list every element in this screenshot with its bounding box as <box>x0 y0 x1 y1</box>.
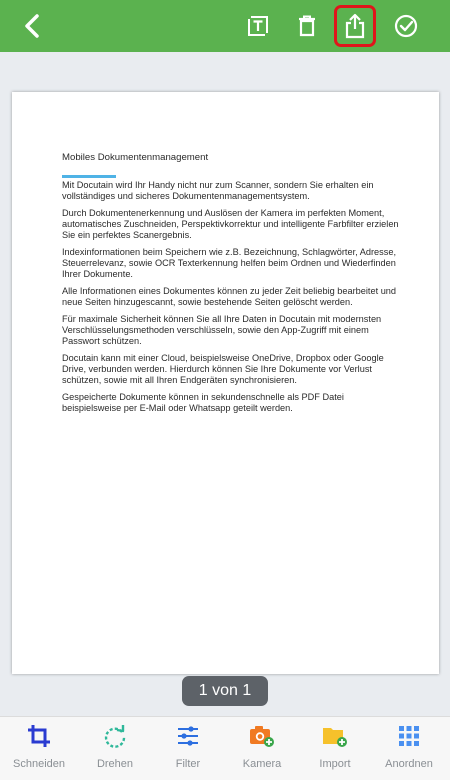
document-paragraph: Für maximale Sicherheit können Sie all Ihre Daten in Docutain mit modernsten Verschlüsselungsmethoden verschlüsseln, sowie den App-Zugriff mit einem Passwort schützen. <box>62 314 382 346</box>
document-paragraph: Mit Docutain wird Ihr Handy nicht nur zum Scanner, sondern Sie erhalten ein vollständiges und sicheres Dokumentenmanagementsystem. <box>62 180 374 201</box>
arrange-tool-button[interactable] <box>372 723 446 779</box>
camera-tool-button[interactable] <box>225 723 299 779</box>
checkmark-circle-icon <box>394 14 418 38</box>
import-tool-button[interactable] <box>298 723 372 779</box>
share-icon <box>344 13 366 39</box>
tool-label: Drehen <box>96 758 134 770</box>
crop-icon <box>26 723 52 749</box>
bottom-toolbar <box>0 716 450 780</box>
confirm-button[interactable] <box>386 6 426 46</box>
document-title: Mobiles Dokumentenmanagement <box>62 152 209 163</box>
rotate-tool-button[interactable] <box>78 723 152 779</box>
document-paragraph: Alle Informationen eines Dokumentes können zu jeder Zeit beliebig bearbeitet und neue Seiten hinzugescannt, sowie bestehende Seiten gelöscht werden. <box>62 286 397 307</box>
document-paragraph: Durch Dokumentenerkennung und Auslösen der Kamera im perfekten Moment, automatisches Zuschneiden, Perspektivkorrektur und intelligente Farbfilter erzielen Sie ein perfektes Scanergebnis. <box>62 208 399 240</box>
rotate-icon <box>102 723 128 749</box>
document-page-preview[interactable] <box>12 92 439 674</box>
top-toolbar <box>0 0 450 52</box>
title-underline <box>62 175 116 178</box>
ocr-text-button[interactable] <box>238 6 278 46</box>
tool-label: Import <box>319 758 351 770</box>
tool-label: Filter <box>175 758 201 770</box>
grid-arrange-icon <box>396 723 422 749</box>
text-recognition-icon <box>247 15 269 37</box>
tool-label: Anordnen <box>385 758 433 770</box>
filter-tool-button[interactable] <box>151 723 225 779</box>
document-paragraph: Docutain kann mit einer Cloud, beispielsweise OneDrive, Dropbox oder Google Drive, verbunden werden. Hierdurch können Sie Ihre Dokumente vor Verlust schützen, sowie mit all Ihren Endgeräten synchronisieren. <box>62 353 384 385</box>
filter-sliders-icon <box>175 723 201 749</box>
folder-add-icon <box>322 723 348 749</box>
delete-button[interactable] <box>287 6 327 46</box>
back-button[interactable] <box>12 6 52 46</box>
crop-tool-button[interactable] <box>2 723 76 779</box>
trash-icon <box>298 15 316 37</box>
document-paragraph: Gespeicherte Dokumente können in sekundenschnelle als PDF Datei beispielsweise per E-Mail oder Whatsapp geteilt werden. <box>62 392 344 413</box>
chevron-left-icon <box>21 13 43 39</box>
tool-label: Kamera <box>242 758 282 770</box>
share-button[interactable] <box>334 5 376 47</box>
document-paragraph: Indexinformationen beim Speichern wie z.B. Bezeichnung, Schlagwörter, Adresse, Steuerrelevanz, sowie OCR Texterkennung helfen beim Ordnen und Wiederfinden Ihrer Dokumente. <box>62 247 396 279</box>
document-content <box>62 152 402 420</box>
camera-add-icon <box>249 723 275 749</box>
tool-label: Schneiden <box>13 758 65 770</box>
page-counter-badge: 1 von 1 <box>182 676 268 706</box>
